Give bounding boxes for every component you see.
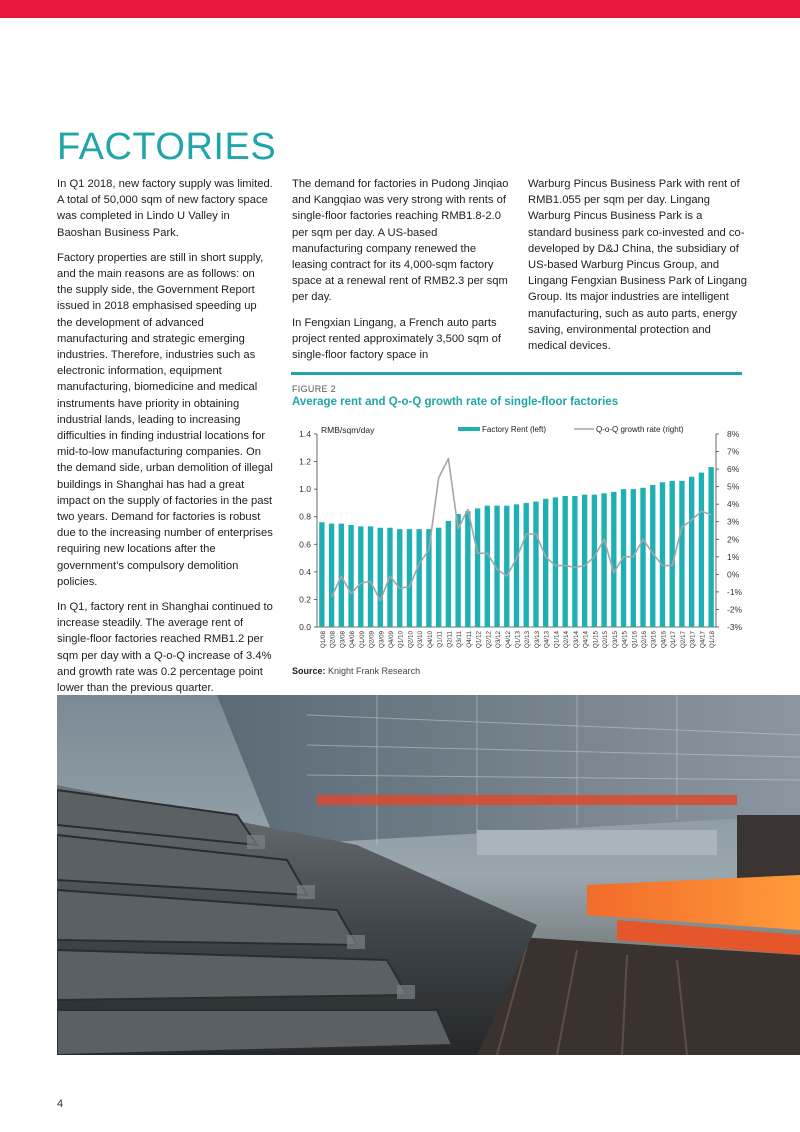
rent-bar	[504, 506, 509, 627]
x-tick-label: Q3/09	[378, 631, 386, 649]
rent-bar	[329, 524, 334, 627]
x-tick-label: Q4/09	[387, 631, 395, 649]
y2-tick-label: 0%	[727, 569, 740, 580]
x-tick-label: Q1/14	[553, 631, 561, 649]
rent-bar	[631, 489, 636, 627]
y2-tick-label: 8%	[727, 429, 740, 439]
rent-bar	[601, 493, 606, 627]
rent-bar	[533, 502, 538, 627]
paragraph: In Fengxian Lingang, a French auto parts project rented approximately 3,500 sqm of single-floor factory space in	[292, 316, 501, 362]
x-tick-label: Q2/08	[329, 631, 337, 649]
rent-bar	[553, 497, 558, 627]
x-tick-label: Q1/09	[358, 631, 366, 649]
x-tick-label: Q4/11	[465, 631, 473, 648]
y-tick-label: 0.4	[299, 566, 311, 577]
y-axis-label: RMB/sqm/day	[321, 425, 375, 435]
x-tick-label: Q3/12	[495, 631, 503, 649]
rent-bar	[679, 481, 684, 627]
y2-tick-label: 6%	[727, 464, 740, 475]
figure-source	[292, 666, 420, 676]
x-tick-label: Q4/12	[504, 631, 512, 649]
text-column-1	[57, 176, 273, 705]
rent-bar	[436, 528, 441, 627]
rent-bar	[417, 529, 422, 627]
x-tick-label: Q2/17	[679, 631, 687, 649]
x-tick-label: Q1/11	[436, 631, 444, 648]
paragraph: In Q1 2018, new factory supply was limited. A total of 50,000 sqm of new factory space was completed in Lindo U Valley in Baoshan Business Park.	[57, 178, 273, 239]
legend-bar-swatch	[458, 427, 480, 431]
rent-bar	[514, 504, 519, 627]
section-title: FACTORIES	[57, 126, 277, 168]
rent-bar	[543, 499, 548, 627]
rent-bar	[524, 503, 529, 627]
y2-tick-label: 2%	[727, 534, 740, 545]
x-tick-label: Q3/10	[417, 631, 425, 649]
rent-bar	[348, 525, 353, 627]
rent-bar	[592, 495, 597, 627]
x-tick-label: Q4/08	[349, 631, 357, 649]
rent-bar	[358, 526, 363, 627]
x-tick-label: Q3/13	[533, 631, 541, 649]
x-tick-label: Q3/16	[650, 631, 658, 649]
figure-divider	[291, 372, 742, 375]
page-number: 4	[57, 1098, 64, 1110]
figure-title: Average rent and Q-o-Q growth rate of single-floor factories	[292, 396, 619, 408]
rent-bar	[455, 514, 460, 627]
rent-bar	[368, 526, 373, 627]
y-tick-label: 0.2	[299, 594, 311, 605]
x-tick-label: Q1/10	[397, 631, 405, 649]
x-tick-label: Q3/15	[611, 631, 619, 649]
source-text: Knight Frank Research	[328, 666, 421, 676]
y2-tick-label: -1%	[727, 586, 743, 597]
rent-bar	[397, 529, 402, 627]
rent-bar	[660, 482, 665, 627]
x-tick-label: Q2/16	[641, 631, 649, 649]
y2-tick-label: 3%	[727, 516, 740, 527]
top-accent-bar	[0, 0, 800, 18]
x-tick-label: Q2/11	[446, 631, 454, 648]
paragraph: The demand for factories in Pudong Jinqiao and Kangqiao was very strong with rents of single-floor factories reaching RMB1.8-2.0 per sqm per day. A US-based manufacturing company renewed the leasing contract for its 4,000-sqm factory space at a renewal rent of RMB2.3 per sqm per day.	[292, 178, 509, 304]
x-tick-label: Q4/17	[699, 631, 707, 649]
x-tick-label: Q2/14	[563, 631, 571, 649]
y-tick-label: 1.0	[299, 484, 311, 495]
paragraph: Warburg Pincus Business Park with rent of RMB1.055 per sqm per day. Lingang Warburg Pincus Business Park is a standard business park co-invested and co-developed by D&J China, the subsidiary of US-based Warburg Pincus Group, and Lingang Fengxian Business Park of Lingang Group. Its major industries are intelligent manufacturing, such as auto parts, energy saving, environmental protection and medical devices.	[528, 178, 747, 353]
text-column-2	[292, 176, 510, 372]
x-tick-label: Q1/13	[514, 631, 522, 649]
y2-tick-label: -3%	[727, 622, 743, 632]
x-tick-label: Q1/15	[592, 631, 600, 649]
x-tick-label: Q1/08	[319, 631, 327, 649]
text-column-3	[528, 176, 748, 363]
rent-bar	[689, 477, 694, 627]
x-tick-label: Q4/15	[621, 631, 629, 649]
rent-bar	[670, 481, 675, 627]
source-label: Source:	[292, 666, 326, 676]
y-tick-label: 0.6	[299, 539, 311, 550]
rent-bar	[708, 467, 713, 627]
x-tick-label: Q1/18	[709, 631, 717, 649]
rent-bar	[572, 496, 577, 627]
y-tick-label: 1.2	[299, 456, 311, 467]
rent-bar	[407, 529, 412, 627]
x-tick-label: Q4/13	[543, 631, 551, 649]
rent-growth-chart	[290, 420, 750, 662]
legend-bar-label: Factory Rent (left)	[482, 425, 547, 434]
steel-factory-photo	[57, 695, 800, 1055]
rent-bar	[640, 488, 645, 627]
x-tick-label: Q3/11	[456, 631, 464, 648]
y-tick-label: 1.4	[299, 429, 311, 439]
x-tick-label: Q1/12	[475, 631, 483, 649]
x-tick-label: Q2/12	[485, 631, 493, 649]
rent-bar	[562, 496, 567, 627]
legend-line-label: Q-o-Q growth rate (right)	[596, 425, 684, 434]
y-tick-label: 0.8	[299, 511, 311, 522]
rent-bar	[699, 473, 704, 627]
x-tick-label: Q1/16	[631, 631, 639, 649]
x-tick-label: Q4/14	[582, 631, 590, 649]
x-tick-label: Q1/17	[670, 631, 678, 649]
rent-bar	[446, 521, 451, 627]
paragraph: In Q1, factory rent in Shanghai continued to increase steadily. The average rent of single-floor factories reached RMB1.2 per sqm per day with a Q-o-Q increase of 3.4% and growth rate was 0.2 percentage point lower than the previous quarter.	[57, 601, 273, 695]
figure-number: FIGURE 2	[292, 384, 336, 394]
x-tick-label: Q2/13	[524, 631, 532, 649]
rent-bar	[475, 508, 480, 627]
rent-bar	[339, 524, 344, 627]
y2-tick-label: 1%	[727, 551, 740, 562]
x-tick-label: Q3/08	[339, 631, 347, 649]
x-tick-label: Q2/10	[407, 631, 415, 649]
y2-tick-label: 5%	[727, 481, 740, 492]
x-tick-label: Q4/10	[426, 631, 434, 649]
rent-bar	[611, 492, 616, 627]
rent-bar	[378, 528, 383, 627]
y2-tick-label: 4%	[727, 499, 740, 510]
y2-tick-label: -2%	[727, 604, 743, 615]
x-tick-label: Q4/16	[660, 631, 668, 649]
rent-bar	[465, 511, 470, 627]
x-tick-label: Q3/14	[572, 631, 580, 649]
factory-image	[57, 695, 800, 1055]
y-tick-label: 0.0	[299, 622, 311, 632]
x-tick-label: Q2/15	[602, 631, 610, 649]
rent-bar	[582, 495, 587, 627]
paragraph: Factory properties are still in short supply, and the main reasons are as follows: on the supply side, the Government Report issued in 2018 emphasised speeding up the development of advanced manufacturing and strategic emerging industries. Therefore, industries such as electronic information, equipment manufacturing, biomedicine and medical instruments have priority in obtaining industrial lands, leading to increasing difficulties in finding industrial locations for mid-to-low manufacturing companies. On the demand side, urban demolition of illegal buildings in Shanghai has had a great impact on the supply of factories in the past two years. Demand for factories is robust due to the increasing number of enterprises requiring new locations after the government’s compulsory demolition policies.	[57, 251, 273, 588]
y2-tick-label: 7%	[727, 446, 740, 457]
x-tick-label: Q2/09	[368, 631, 376, 649]
rent-bar	[485, 506, 490, 627]
x-tick-label: Q3/17	[689, 631, 697, 649]
rent-bar	[319, 522, 324, 627]
